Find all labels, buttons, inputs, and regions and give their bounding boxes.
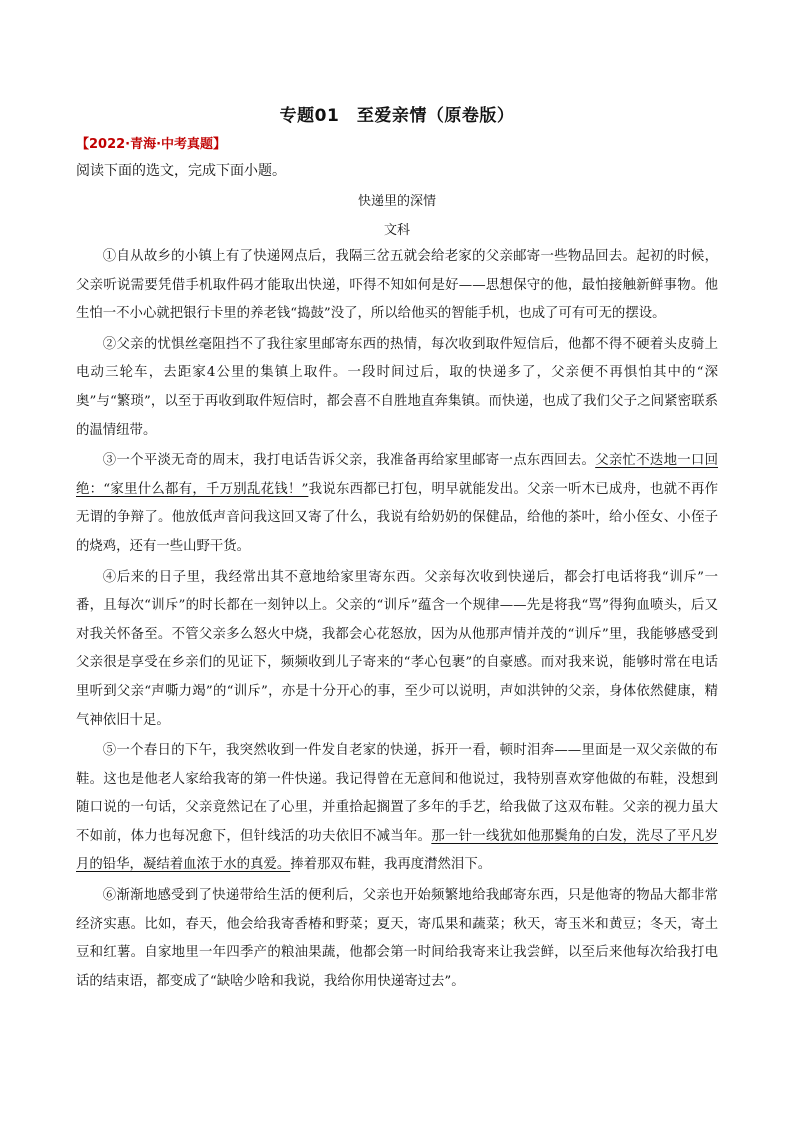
article-body (76, 243, 718, 998)
article-title: 快递里的深情 (357, 194, 436, 209)
article-author: 文科 (383, 223, 410, 238)
paragraph-1 (76, 243, 718, 329)
paragraph-text: ①自从故乡的小镇上有了快递网点后，我隔三岔五就会给老家的父亲邮寄一些物品回去。起初的时候，父亲听说需要凭借手机取件码才能取出快递，吓得不知如何是好——思想保守的他，最怕接触新鲜事物。他生怕一不小心就把银行卡里的养老钱“捣鼓”没了，所以给他买的智能手机，也成了可有可无的摆设。 (76, 249, 718, 322)
paragraph-text: ③一个平淡无奇的周末，我打电话告诉父亲，我准备再给家里邮寄一点东西回去。 (102, 453, 596, 469)
paragraph-text: ④后来的日子里，我经常出其不意地给家里寄东西。父亲每次收到快递后，都会打电话将我“训斥”一番，且每次“训斥”的时长都在一刻钟以上。父亲的“训斥”蕴含一个规律——先是将我“骂”得狗血喷头，后又对我关怀备至。不管父亲多么怒火中烧，我都会心花怒放，因为从他那声情并茂的“训斥”里，我能够感受到父亲很是享受在乡亲们的见证下，频频收到儿子寄来的“孝心包裹”的自豪感。而对我来说，能够时常在电话里听到父亲“声嘶力竭”的“训斥”，亦是十分开心的事，至少可以说明，声如洪钟的父亲，身体依然健康，精气神依旧十足。 (76, 569, 718, 728)
source-tag: 【2022·青海·中考真题】 (76, 137, 227, 152)
underlined-sentence: 父亲忙不迭地一口回绝：“家里什么都有，千万别乱花钱！” (76, 453, 718, 497)
page-title: 专题01 至爱亲情（原卷版） (279, 106, 515, 126)
paragraph-text: ⑥渐渐地感受到了快递带给生活的便利后，父亲也开始频繁地给我邮寄东西，只是他寄的物品大都非常经济实惠。比如，春天，他会给我寄香椿和野菜；夏天，寄瓜果和蔬菜；秋天，寄玉米和黄豆；冬天，寄土豆和红薯。自家地里一年四季产的粮油果蔬，他都会第一时间给我寄来让我尝鲜，以至后来他每次给我打电话的结束语，都变成了“缺啥少啥和我说，我给你用快递寄过去”。 (76, 888, 718, 989)
instruction-text: 阅读下面的选文，完成下面小题。 (76, 163, 286, 179)
paragraph-text: 捧着那双布鞋，我再度潸然泪下。 (290, 857, 492, 873)
paragraph-6 (76, 882, 718, 996)
underlined-sentence: 那一针一线犹如他那鬓角的白发，洗尽了平凡岁月的铅华，凝结着血浓于水的真爱。 (76, 828, 719, 873)
paragraph-text: ⑤一个春日的下午，我突然收到一件发自老家的快递，拆开一看，顿时泪奔——里面是一双父亲做的布鞋。这也是他老人家给我寄的第一件快递。我记得曾在无意间和他说过，我特别喜欢穿他做的布鞋，没想到随口说的一句话，父亲竟然记在了心里，并重拾起搁置了多年的手艺，给我做了这双布鞋。父亲的视力虽大不如前，体力也每况愈下，但针线活的功夫依旧不减当年。 (76, 743, 718, 844)
paragraph-5 (76, 737, 718, 880)
paragraph-4 (76, 564, 718, 736)
paragraph-2 (76, 331, 718, 445)
paragraph-text: 我说东西都已打包，明早就能发出。父亲一听木已成舟，也就不再作无谓的争辩了。他放低声音问我这回又寄了什么，我说有给奶奶的保健品，给他的茶叶，给小侄女、小侄子的烧鸡，还有一些山野干货。 (76, 481, 718, 554)
paragraph-text: ②父亲的忧惧丝毫阻挡不了我往家里邮寄东西的热情，每次收到取件短信后，他都不得不硬着头皮骑上电动三轮车，去距家4公里的集镇上取件。一段时间过后，取的快递多了，父亲便不再惧怕其中的“深奥”与“繁琐”，以至于再收到取件短信时，都会喜不自胜地直奔集镇。而快递，也成了我们父子之间紧密联系的温情纽带。 (76, 336, 718, 438)
paragraph-3 (76, 447, 718, 561)
